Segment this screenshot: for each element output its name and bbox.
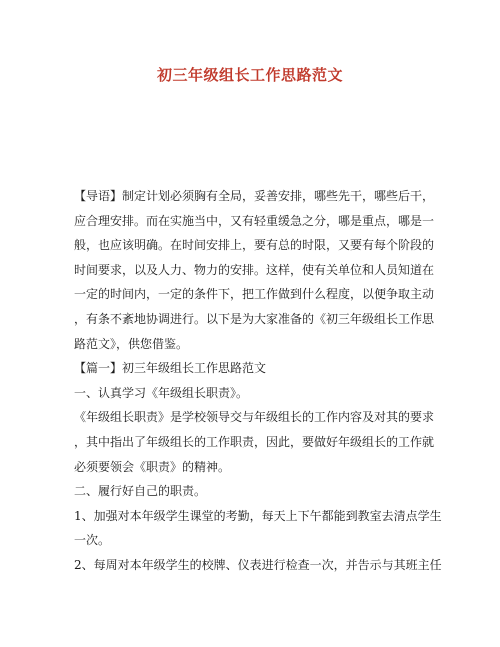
document-body [74, 184, 442, 578]
body-line: 1、加强对本年级学生课堂的考勤，每天上下午都能到教室去清点学生 [74, 508, 442, 523]
body-line: 应合理安排。而在实施当中，又有轻重缓急之分，哪是重点，哪是一 [74, 213, 435, 228]
body-line: 一定的时间内，一定的条件下，把工作做到什么程度，以便争取主动 [74, 287, 435, 302]
body-line: 必须要领会《职责》的精神。 [74, 459, 231, 474]
body-line: 一次。 [74, 533, 111, 548]
body-line: 《年级组长职责》是学校领导交与年级组长的工作内容及对其的要求 [74, 410, 435, 425]
section-heading: 【篇一】初三年级组长工作思路范文 [74, 361, 267, 376]
body-line: 【导语】制定计划必须胸有全局，妥善安排，哪些先干，哪些后干， [74, 189, 435, 203]
subsection-heading: 二、履行好自己的职责。 [74, 484, 207, 499]
document-title: 初三年级组长工作思路范文 [156, 66, 343, 84]
body-line: ，有条不紊地协调进行。以下是为大家准备的《初三年级组长工作思 [74, 311, 435, 326]
body-line: 路范文》，供您借鉴。 [74, 336, 189, 351]
body-line: 2、每周对本年级学生的校牌、仪表进行检查一次，并告示与其班主任 [74, 557, 442, 572]
body-line: ，其中指出了年级组长的工作职责，因此，要做好年级组长的工作就 [74, 434, 435, 449]
subsection-heading: 一、认真学习《年级组长职责》。 [74, 385, 249, 400]
body-line: 般，也应该明确。在时间安排上，要有总的时限，又要有每个阶段的 [74, 238, 435, 253]
body-line: 时间要求，以及人力、物力的安排。这样，使有关单位和人员知道在 [74, 262, 435, 277]
